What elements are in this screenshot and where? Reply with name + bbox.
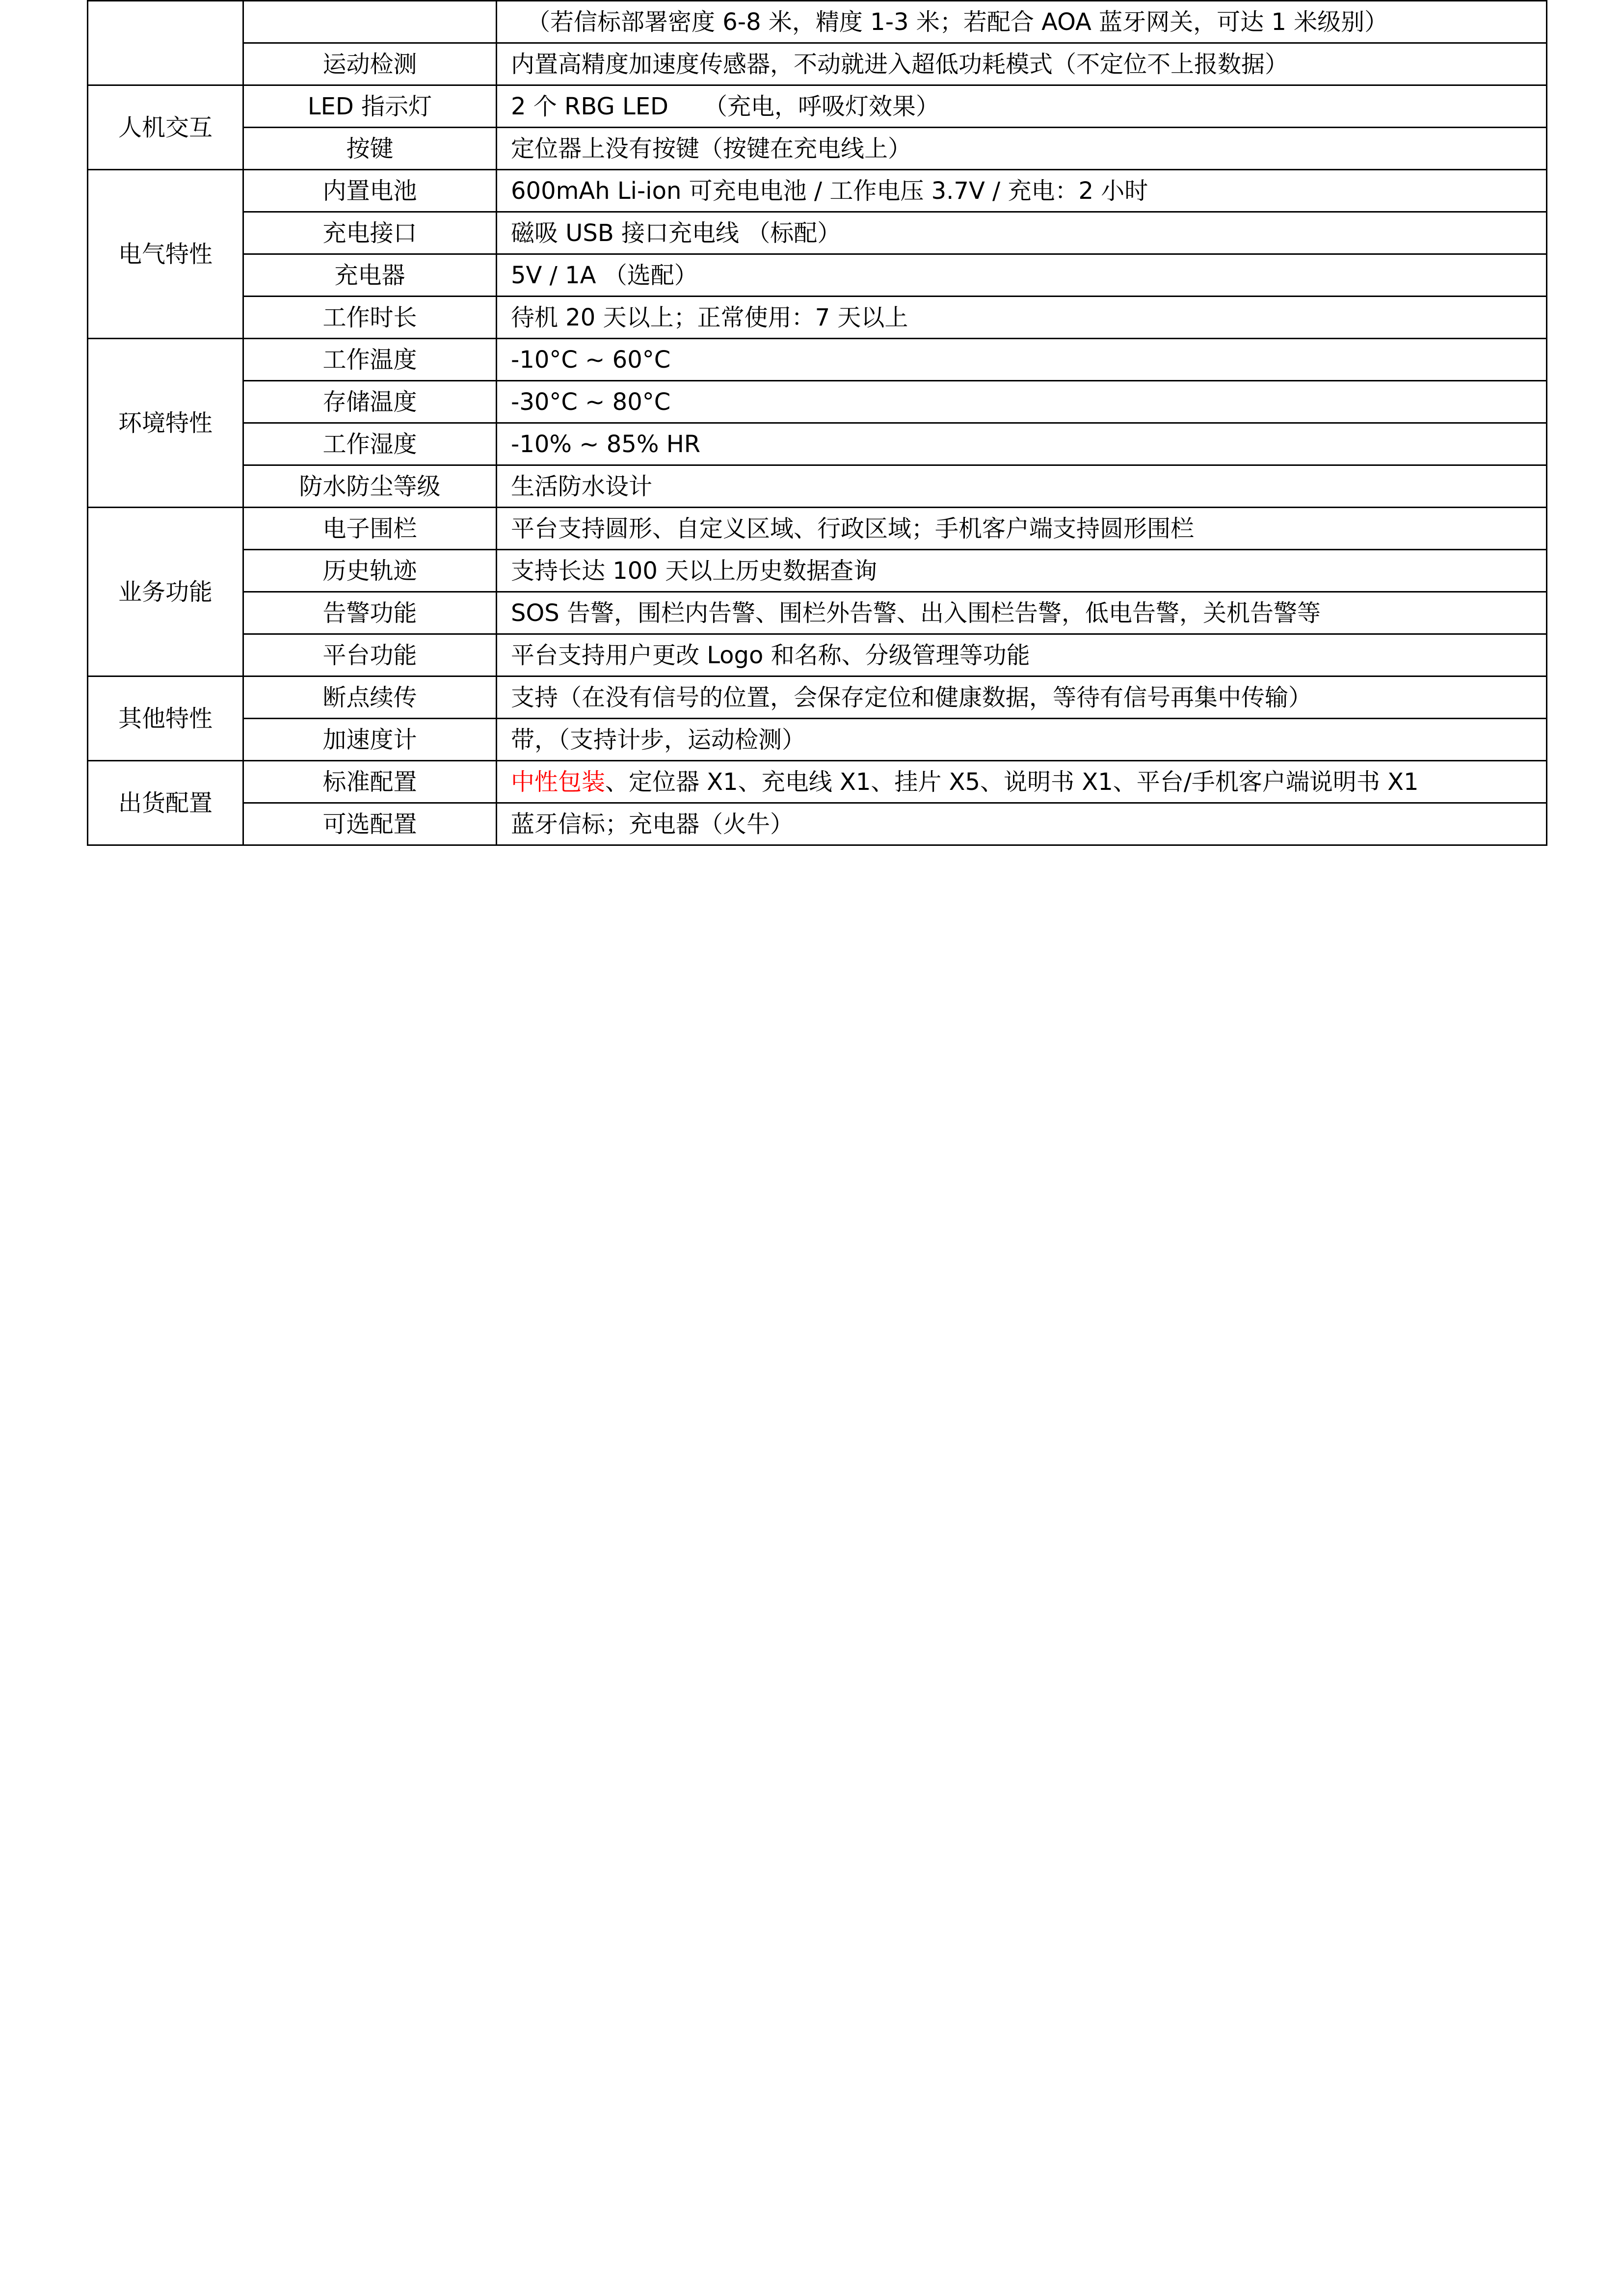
table-row [88, 465, 1547, 508]
category-cell [88, 1, 243, 85]
item-cell: 充电接口 [243, 212, 497, 254]
value-cell: 定位器上没有按键（按键在充电线上） [497, 128, 1547, 170]
category-cell: 业务功能 [88, 508, 243, 676]
item-cell: 加速度计 [243, 719, 497, 761]
table-row [88, 170, 1547, 212]
value-cell: 带，（支持计步，运动检测） [497, 719, 1547, 761]
item-cell: 可选配置 [243, 803, 497, 845]
table-row [88, 254, 1547, 297]
table-row [88, 676, 1547, 719]
spec-table [87, 0, 1547, 846]
value-cell: 支持长达 100 天以上历史数据查询 [497, 550, 1547, 592]
table-row [88, 43, 1547, 85]
item-cell: 防水防尘等级 [243, 465, 497, 508]
item-cell: 历史轨迹 [243, 550, 497, 592]
value-cell: 2 个 RBG LED （充电，呼吸灯效果） [497, 85, 1547, 128]
table-row [88, 212, 1547, 254]
value-text: 、定位器 X1、充电线 X1、挂片 X5、说明书 X1、平台/手机客户端说明书 X1 [605, 768, 1419, 796]
table-row [88, 719, 1547, 761]
category-cell: 其他特性 [88, 676, 243, 761]
value-cell: -30°C ~ 80°C [497, 381, 1547, 423]
table-row [88, 297, 1547, 339]
item-cell: 按键 [243, 128, 497, 170]
table-row [88, 508, 1547, 550]
value-cell [497, 761, 1547, 803]
table-row [88, 128, 1547, 170]
table-row [88, 423, 1547, 465]
table-row [88, 339, 1547, 381]
value-cell: 磁吸 USB 接口充电线 （标配） [497, 212, 1547, 254]
table-row [88, 381, 1547, 423]
item-cell: 平台功能 [243, 634, 497, 676]
table-row [88, 634, 1547, 676]
table-row [88, 1, 1547, 43]
category-cell: 人机交互 [88, 85, 243, 170]
category-cell: 环境特性 [88, 339, 243, 508]
value-cell: （若信标部署密度 6-8 米，精度 1-3 米；若配合 AOA 蓝牙网关，可达 1 米级别） [497, 1, 1547, 43]
value-cell: 600mAh Li-ion 可充电电池 / 工作电压 3.7V / 充电：2 小时 [497, 170, 1547, 212]
category-cell: 出货配置 [88, 761, 243, 845]
value-cell: -10°C ~ 60°C [497, 339, 1547, 381]
item-cell: 工作温度 [243, 339, 497, 381]
value-cell: 平台支持圆形、自定义区域、行政区域；手机客户端支持圆形围栏 [497, 508, 1547, 550]
value-cell: -10% ~ 85% HR [497, 423, 1547, 465]
table-row [88, 803, 1547, 845]
item-cell: 标准配置 [243, 761, 497, 803]
value-cell: 内置高精度加速度传感器，不动就进入超低功耗模式（不定位不上报数据） [497, 43, 1547, 85]
item-cell: 内置电池 [243, 170, 497, 212]
item-cell: LED 指示灯 [243, 85, 497, 128]
value-cell: 平台支持用户更改 Logo 和名称、分级管理等功能 [497, 634, 1547, 676]
item-cell: 断点续传 [243, 676, 497, 719]
table-row [88, 85, 1547, 128]
item-cell: 工作湿度 [243, 423, 497, 465]
value-cell: 蓝牙信标；充电器（火牛） [497, 803, 1547, 845]
item-cell: 充电器 [243, 254, 497, 297]
item-cell: 告警功能 [243, 592, 497, 634]
category-cell: 电气特性 [88, 170, 243, 339]
table-row [88, 761, 1547, 803]
value-cell: 待机 20 天以上；正常使用：7 天以上 [497, 297, 1547, 339]
item-cell: 存储温度 [243, 381, 497, 423]
item-cell: 工作时长 [243, 297, 497, 339]
table-row [88, 550, 1547, 592]
item-cell [243, 1, 497, 43]
item-cell: 运动检测 [243, 43, 497, 85]
value-cell: 支持（在没有信号的位置，会保存定位和健康数据，等待有信号再集中传输） [497, 676, 1547, 719]
value-cell: SOS 告警，围栏内告警、围栏外告警、出入围栏告警，低电告警，关机告警等 [497, 592, 1547, 634]
value-cell: 5V / 1A （选配） [497, 254, 1547, 297]
value-cell: 生活防水设计 [497, 465, 1547, 508]
highlight-text: 中性包装 [511, 768, 606, 796]
table-row [88, 592, 1547, 634]
item-cell: 电子围栏 [243, 508, 497, 550]
